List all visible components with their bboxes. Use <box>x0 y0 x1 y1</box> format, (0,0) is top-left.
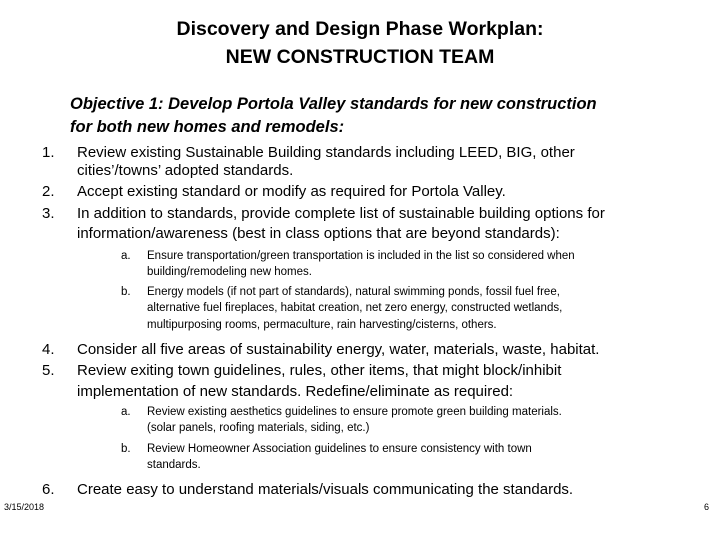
subitem-text: building/remodeling new homes. <box>147 266 312 278</box>
subitem-label: a. <box>121 406 131 418</box>
subitem-text: multipurposing rooms, permaculture, rain harvesting/cisterns, others. <box>147 319 497 331</box>
item-number: 3. <box>42 205 55 222</box>
subitem-label: a. <box>121 250 131 262</box>
objective-line-1: Objective 1: Develop Portola Valley standards for new construction <box>70 95 597 113</box>
subitem-label: b. <box>121 443 131 455</box>
subitem-text: Review existing aesthetics guidelines to ensure promote green building materials. <box>147 406 562 418</box>
item-text: Accept existing standard or modify as required for Portola Valley. <box>77 183 506 200</box>
subitem-text: standards. <box>147 459 201 471</box>
subitem-label: b. <box>121 286 131 298</box>
item-text: Review exiting town guidelines, rules, other items, that might block/inhibit <box>77 362 562 379</box>
page-number: 6 <box>704 502 710 512</box>
item-number: 4. <box>42 341 55 358</box>
item-number: 6. <box>42 481 55 498</box>
objective-line-2: for both new homes and remodels: <box>70 118 345 136</box>
item-text: Consider all five areas of sustainability energy, water, materials, waste, habitat. <box>77 341 600 358</box>
subitem-text: Ensure transportation/green transportation is included in the list so considered when <box>147 250 575 262</box>
footer-date: 3/15/2018 <box>4 502 45 512</box>
item-text: cities’/towns’ adopted standards. <box>77 162 294 179</box>
item-number: 2. <box>42 183 55 200</box>
subitem-text: Energy models (if not part of standards), natural swimming ponds, fossil fuel free, <box>147 286 560 298</box>
item-text: In addition to standards, provide complete list of sustainable building options for <box>77 205 605 222</box>
slide-title-line-2: NEW CONSTRUCTION TEAM <box>225 46 495 68</box>
subitem-text: Review Homeowner Association guidelines to ensure consistency with town <box>147 443 532 455</box>
item-number: 5. <box>42 362 55 379</box>
item-text: information/awareness (best in class options that are beyond standards): <box>77 225 560 242</box>
item-text: Review existing Sustainable Building standards including LEED, BIG, other <box>77 144 575 161</box>
slide-title-line-1: Discovery and Design Phase Workplan: <box>176 18 544 40</box>
item-number: 1. <box>42 144 55 161</box>
item-text: Create easy to understand materials/visuals communicating the standards. <box>77 481 574 498</box>
subitem-text: (solar panels, roofing materials, siding, etc.) <box>147 422 370 434</box>
item-text: implementation of new standards. Redefine/eliminate as required: <box>77 383 514 400</box>
subitem-text: alternative fuel fireplaces, habitat creation, net zero energy, constructed wetlands, <box>147 302 563 314</box>
